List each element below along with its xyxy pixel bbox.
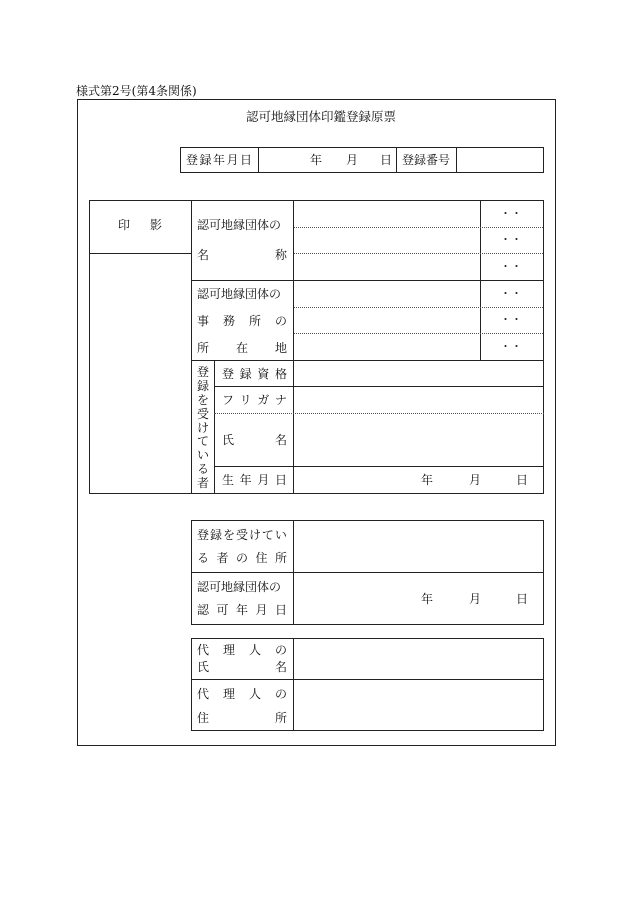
office-date-3: ・ ・ (500, 340, 522, 353)
furigana-field[interactable] (294, 387, 543, 412)
approval-label-line1: 認可地縁団体の (197, 580, 282, 594)
org-name-field[interactable] (294, 201, 479, 279)
registrant-name-field[interactable] (294, 414, 543, 465)
qualification-field[interactable] (294, 361, 543, 385)
office-label-line1: 認可地縁団体の (197, 287, 282, 301)
org-name-date-2: ・ ・ (500, 233, 522, 246)
agent-name-label-line1: 代 理 人 の (197, 643, 287, 657)
seal-impression-area[interactable] (90, 254, 190, 493)
registrant-address-field[interactable] (294, 521, 543, 571)
agent-name-label-line2: 氏 名 (197, 660, 287, 674)
office-date-2: ・ ・ (500, 313, 522, 326)
name-label: 氏 名 (222, 433, 287, 447)
furigana-label: フ リ ガ ナ (222, 393, 287, 407)
registration-number-label: 登録番号 (402, 153, 451, 167)
seal-label: 印 影 (118, 218, 162, 232)
registration-year-label: 年 (310, 153, 323, 167)
birth-day-label: 日 (516, 473, 529, 487)
agent-address-label-line2: 住 所 (197, 711, 287, 725)
org-name-date-3: ・ ・ (500, 260, 522, 273)
form-number-label: 様式第2号(第4条関係) (76, 84, 197, 98)
registration-month-label: 月 (346, 153, 359, 167)
registration-date-label: 登 録 年 月 日 (186, 153, 252, 167)
registration-date-field[interactable] (259, 148, 395, 172)
office-address-field[interactable] (294, 281, 479, 359)
org-name-date-1: ・ ・ (500, 207, 522, 220)
approval-day-label: 日 (516, 592, 529, 606)
office-label-line3: 所 在 地 (197, 341, 287, 355)
birthdate-field[interactable] (294, 467, 543, 493)
org-name-label-line1: 認可地縁団体の (197, 218, 282, 232)
birth-year-label: 年 (421, 473, 434, 487)
office-date-1: ・ ・ (500, 287, 522, 300)
birthdate-label: 生 年 月 日 (222, 473, 287, 487)
agent-address-label-line1: 代 理 人 の (197, 687, 287, 701)
qualification-label: 登 録 資 格 (222, 367, 287, 381)
office-label-line2: 事 務 所 の (197, 314, 287, 328)
registration-number-field[interactable] (457, 148, 543, 172)
approval-date-field[interactable] (294, 573, 543, 624)
agent-name-field[interactable] (294, 639, 543, 678)
registrant-address-label-line1: 登 録 を 受 け て い (197, 528, 287, 542)
form-title: 認可地縁団体印鑑登録原票 (246, 109, 397, 124)
approval-month-label: 月 (469, 592, 482, 606)
approval-year-label: 年 (421, 592, 434, 606)
approval-label-line2: 認 可 年 月 日 (197, 603, 287, 617)
registration-day-label: 日 (380, 153, 393, 167)
birth-month-label: 月 (469, 473, 482, 487)
registrant-vertical-label: 登 録 を 受 け て い る 者 (196, 365, 209, 490)
org-name-label-line2: 名 称 (197, 248, 287, 262)
agent-address-field[interactable] (294, 680, 543, 730)
registrant-address-label-line2: る 者 の 住 所 (197, 551, 287, 565)
